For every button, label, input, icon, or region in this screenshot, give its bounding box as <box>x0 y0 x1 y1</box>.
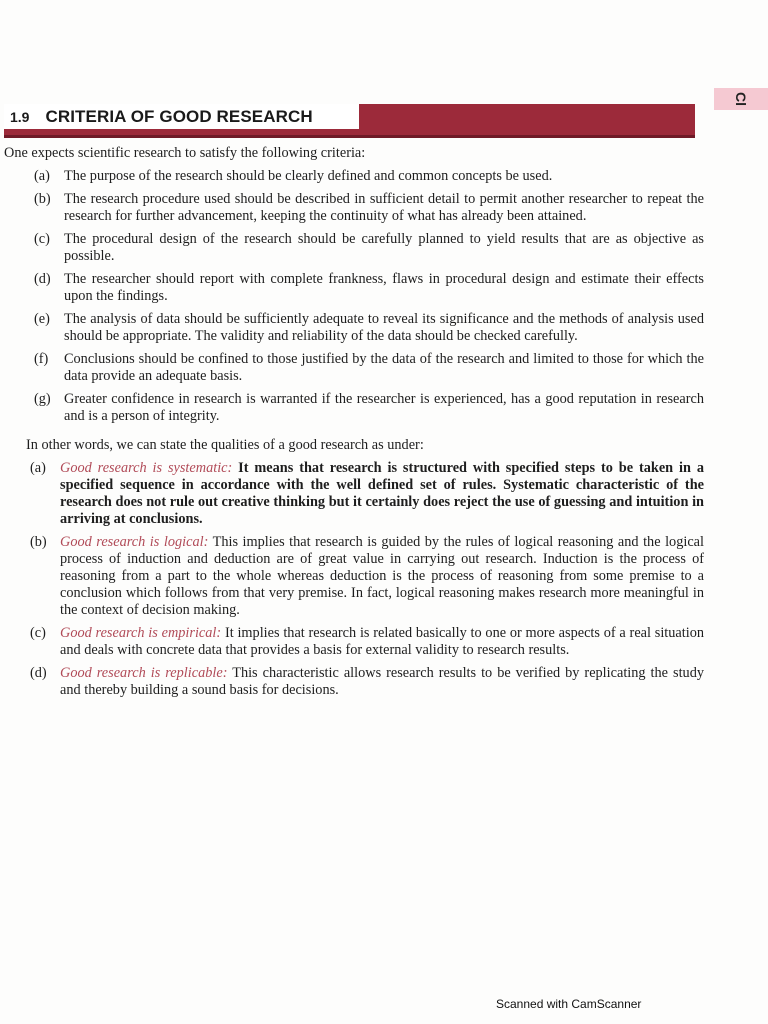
quality-marker: (a) <box>30 460 46 476</box>
criteria-marker: (c) <box>34 231 50 247</box>
qualities-list <box>0 460 704 699</box>
quality-item <box>0 665 704 699</box>
criteria-text: Greater confidence in research is warranted if the researcher is experienced, has a good reputation in research and is a person of integrity. <box>64 391 704 424</box>
quality-marker: (b) <box>30 534 47 550</box>
criteria-item <box>0 231 704 265</box>
criteria-item <box>0 168 704 185</box>
criteria-text: The analysis of data should be sufficiently adequate to reveal its significance and the methods of analysis used should be appropriate. The validity and reliability of the data should be checked carefully. <box>64 311 704 344</box>
criteria-text: The purpose of the research should be clearly defined and common concepts be used. <box>64 168 553 184</box>
section-heading <box>4 104 359 129</box>
quality-text: This implies that research is guided by the rules of logical reasoning and the logical process of induction and deduction are of great value in carrying out research. Induction is the process of reasoning from a part to the whole whereas deduction is the process of reasoning from some premise to a conclusion which follows from that very premise. In fact, logical reasoning makes research more meaningful in the context of decision making. <box>60 534 704 618</box>
quality-lead: Good research is logical: <box>60 534 209 550</box>
quality-marker: (d) <box>30 665 47 681</box>
criteria-list <box>0 168 704 425</box>
criteria-marker: (g) <box>34 391 51 407</box>
intro-paragraph: One expects scientific research to satisfy the following criteria: <box>4 145 366 161</box>
quality-text: This characteristic allows research results to be verified by replicating the study and thereby building a sound basis for decisions. <box>60 665 705 698</box>
qualities-intro: In other words, we can state the qualities of a good research as under: <box>26 437 424 453</box>
quality-lead: Good research is empirical: <box>60 625 222 641</box>
quality-text: It implies that research is related basically to one or more aspects of a real situation and deals with concrete data that provides a basis for external validity to research results. <box>60 625 705 658</box>
criteria-item <box>0 311 704 345</box>
section-title: CRITERIA OF GOOD RESEARCH <box>45 106 313 126</box>
criteria-text: The procedural design of the research should be carefully planned to yield results that are as objective as possible. <box>64 231 704 264</box>
quality-item <box>0 625 704 659</box>
quality-item <box>0 534 704 619</box>
quality-text: It means that research is structured with specified steps to be taken in a specified sequence in accordance with the well defined set of rules. Systematic characteristic of the research does not rule out creative thinking but it certainly does reject the use of guessing and intuition in arriving at conclusions. <box>60 460 705 527</box>
criteria-marker: (d) <box>34 271 51 287</box>
quality-item <box>0 460 704 528</box>
page-edge-tab <box>714 88 768 110</box>
criteria-marker: (b) <box>34 191 51 207</box>
criteria-item <box>0 391 704 425</box>
quality-marker: (c) <box>30 625 46 641</box>
quality-lead: Good research is replicable: <box>60 665 228 681</box>
section-number: 1.9 <box>10 108 30 125</box>
scanner-watermark: Scanned with CamScanner <box>496 997 642 1011</box>
page-body <box>0 145 704 699</box>
criteria-marker: (f) <box>34 351 49 367</box>
criteria-marker: (e) <box>34 311 50 327</box>
criteria-item <box>0 351 704 385</box>
criteria-item <box>0 191 704 225</box>
page-tab-label: Cl <box>733 92 749 106</box>
criteria-text: Conclusions should be confined to those justified by the data of the research and limited to those for which the data provide an adequate basis. <box>64 351 704 384</box>
quality-lead: Good research is systematic: <box>60 460 233 476</box>
criteria-marker: (a) <box>34 168 50 184</box>
criteria-item <box>0 271 704 305</box>
criteria-text: The research procedure used should be described in sufficient detail to permit another researcher to repeat the research for further advancement, keeping the continuity of what has already been attained. <box>64 191 704 224</box>
criteria-text: The researcher should report with complete frankness, flaws in procedural design and estimate their effects upon the findings. <box>64 271 704 304</box>
